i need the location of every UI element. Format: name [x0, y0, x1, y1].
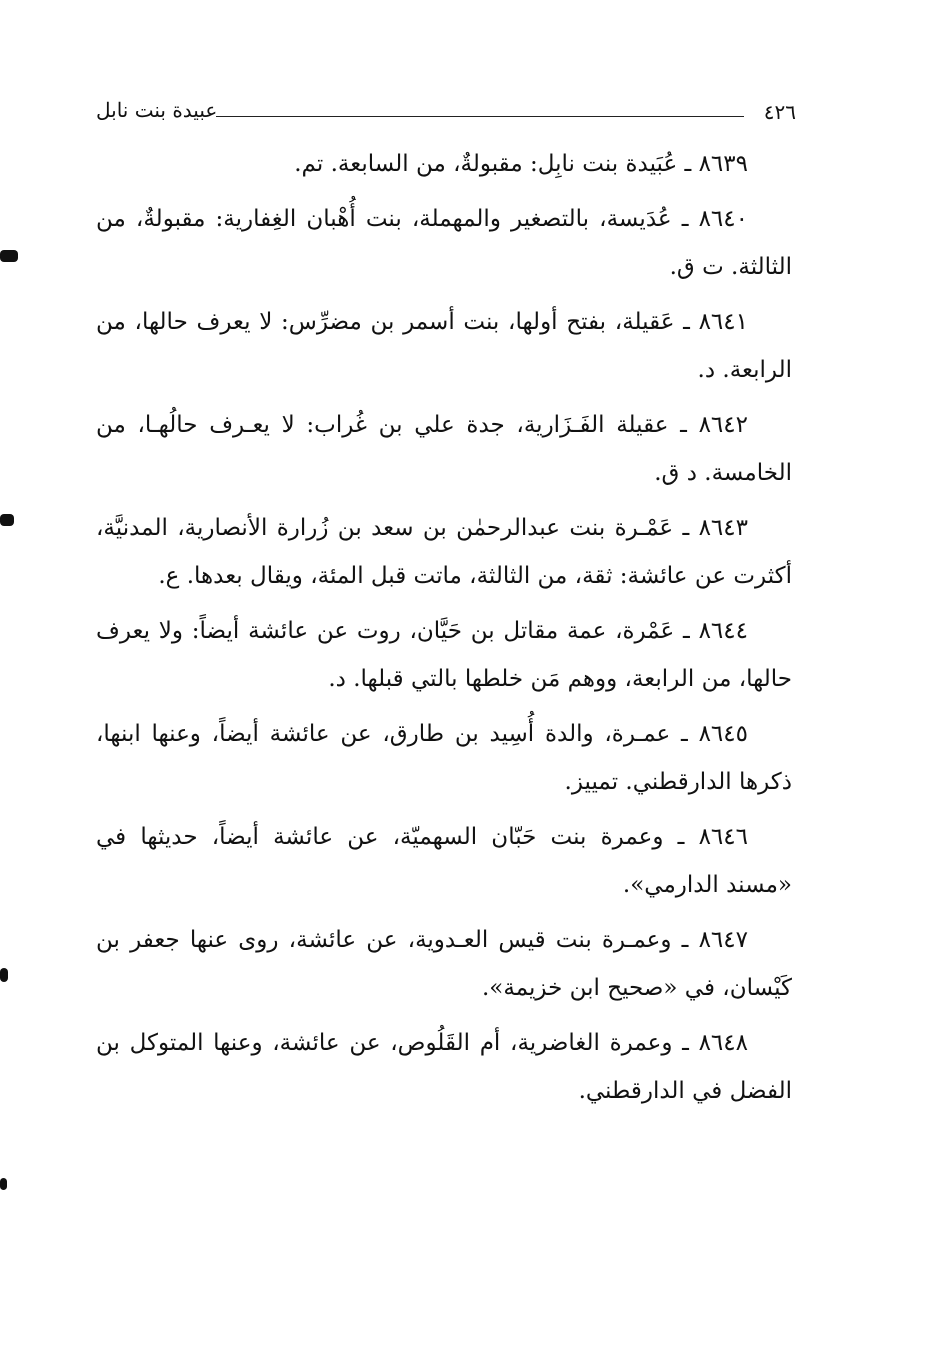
scan-edge-mark	[0, 250, 18, 262]
entry-8646: ٨٦٤٦ ـ وعمرة بنت حَبّان السهميّة، عن عائشة أيضاً، حديثها في «مسند الدارمي».	[96, 824, 792, 898]
scan-edge-mark	[0, 968, 8, 982]
entry-8647: ٨٦٤٧ ـ وعمـرة بنت قيس العـدوية، عن عائشة، روى عنها جعفر بن كَيْسان، في «صحيح ابن خزيمة».	[96, 927, 792, 1001]
entry-number: ٨٦٤٤	[698, 618, 748, 644]
entry-number: ٨٦٤٦	[698, 824, 748, 850]
entry-8645: ٨٦٤٥ ـ عمـرة، والدة أُسِيد بن طارق، عن عائشة أيضاً، وعنها ابنها، ذكرها الدارقطني. تمييز.	[96, 721, 792, 795]
entry-number: ٨٦٣٩	[698, 151, 748, 177]
entry-8644: ٨٦٤٤ ـ عَمْرة، عمة مقاتل بن حَيَّان، روت عن عائشة أيضاً: ولا يعرف حالها، من الرابعة، ووهم مَن خلطها بالتي قبلها. د.	[96, 618, 792, 692]
entry-text: عقيلة الفَـزَارية، جدة علي بن غُراب: لا يعـرف حالُهـا، من الخامسة. د ق.	[96, 412, 792, 486]
entry-text: وعمـرة بنت قيس العـدوية، عن عائشة، روى عنها جعفر بن كَيْسان، في «صحيح ابن خزيمة».	[96, 927, 792, 1001]
page-header	[96, 96, 796, 130]
entry-number: ٨٦٤٧	[698, 927, 748, 953]
entry-number: ٨٦٤٣	[698, 515, 748, 541]
entry-text: وعمرة بنت حَبّان السهميّة، عن عائشة أيضاً، حديثها في «مسند الدارمي».	[96, 824, 792, 898]
entry-8641: ٨٦٤١ ـ عَقيلة، بفتح أولها، بنت أسمر بن مضرِّس: لا يعرف حالها، من الرابعة. د.	[96, 309, 792, 383]
running-title: عبيدة بنت نابل	[96, 98, 218, 122]
entry-text: عُدَيسة، بالتصغير والمهملة، بنت أُهْبان الغِفارية: مقبولةٌ، من الثالثة. ت ق.	[96, 206, 792, 280]
entry-text: عمـرة، والدة أُسِيد بن طارق، عن عائشة أيضاً، وعنها ابنها، ذكرها الدارقطني. تمييز.	[96, 721, 792, 795]
header-rule	[216, 116, 744, 117]
entry-8642: ٨٦٤٢ ـ عقيلة الفَـزَارية، جدة علي بن غُراب: لا يعـرف حالُهـا، من الخامسة. د ق.	[96, 412, 792, 486]
entry-8640: ٨٦٤٠ ـ عُدَيسة، بالتصغير والمهملة، بنت أُهْبان الغِفارية: مقبولةٌ، من الثالثة. ت ق.	[96, 206, 792, 280]
page-number: ٤٢٦	[763, 100, 796, 124]
entry-8648: ٨٦٤٨ ـ وعمرة الغاضرية، أم القَلُوص، عن عائشة، وعنها المتوكل بن الفضل في الدارقطني.	[96, 1030, 792, 1104]
entry-list	[96, 140, 792, 1122]
scan-edge-mark	[0, 514, 14, 526]
entry-text: وعمرة الغاضرية، أم القَلُوص، عن عائشة، وعنها المتوكل بن الفضل في الدارقطني.	[96, 1030, 792, 1104]
entry-8643: ٨٦٤٣ ـ عَمْـرة بنت عبدالرحمٰن بن سعد بن زُرارة الأنصارية، المدنيَّة، أكثرت عن عائشة: ثقة، من الثالثة، ماتت قبل المئة، ويقال بعدها. ع.	[96, 515, 792, 589]
entry-number: ٨٦٤٨	[698, 1030, 748, 1056]
entry-number: ٨٦٤١	[698, 309, 748, 335]
entry-text: عَقيلة، بفتح أولها، بنت أسمر بن مضرِّس: لا يعرف حالها، من الرابعة. د.	[96, 309, 792, 383]
entry-8639: ٨٦٣٩ ـ عُبَيدة بنت نابِل: مقبولةٌ، من السابعة. تم.	[294, 151, 748, 177]
entry-number: ٨٦٤٢	[698, 412, 748, 438]
scan-edge-mark	[0, 1178, 7, 1190]
entry-text: عُبَيدة بنت نابِل: مقبولةٌ، من السابعة. تم.	[294, 151, 678, 177]
entry-text: عَمْـرة بنت عبدالرحمٰن بن سعد بن زُرارة الأنصارية، المدنيَّة، أكثرت عن عائشة: ثقة، من الثالثة، ماتت قبل المئة، ويقال بعدها. ع.	[96, 515, 792, 589]
entry-number: ٨٦٤٥	[698, 721, 748, 747]
entry-number: ٨٦٤٠	[698, 206, 748, 232]
entry-text: عَمْرة، عمة مقاتل بن حَيَّان، روت عن عائشة أيضاً: ولا يعرف حالها، من الرابعة، ووهم مَن خلطها بالتي قبلها. د.	[96, 618, 792, 692]
